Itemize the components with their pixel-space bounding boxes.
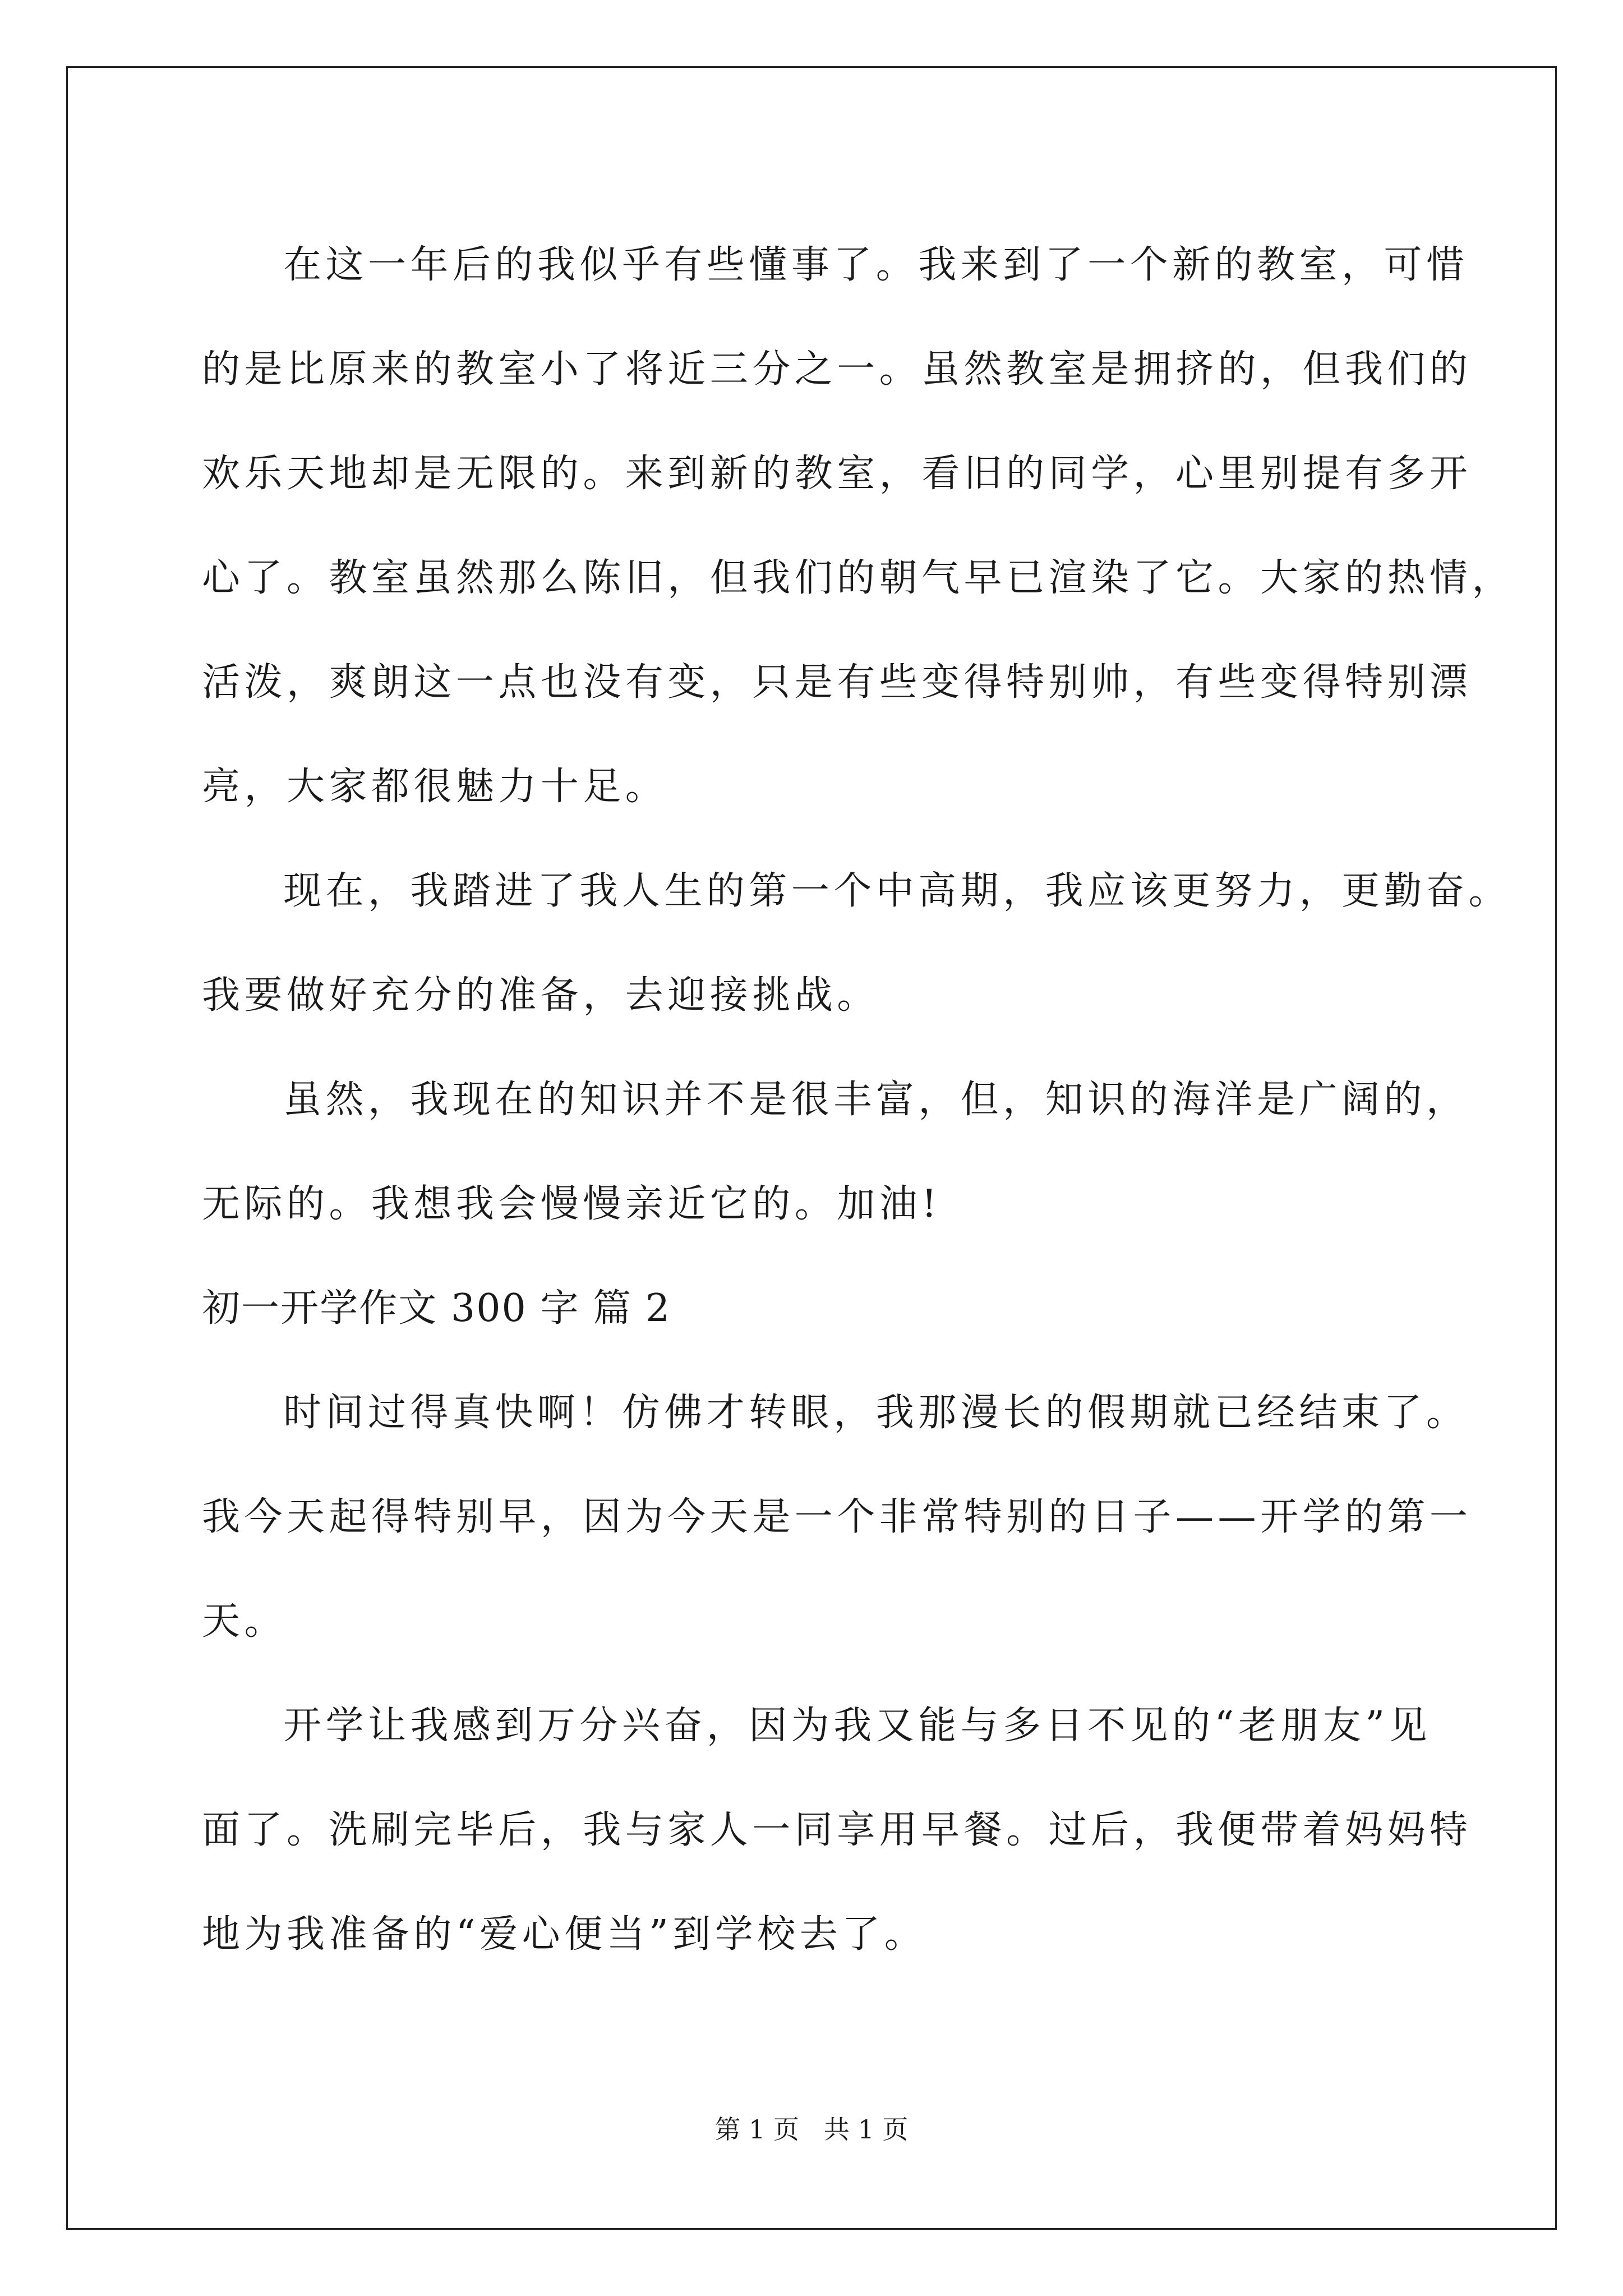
paragraph-3-line-2: 无际的。我想我会慢慢亲近它的。加油! <box>202 1182 941 1226</box>
paragraph-5-line-3: 地为我准备的“爱心便当”到学校去了。 <box>202 1912 927 1957</box>
paragraph-5-line-1: 开学让我感到万分兴奋，因为我又能与多日不见的“老朋友”见 <box>283 1704 1431 1748</box>
paragraph-2-line-1: 现在，我踏进了我人生的第一个中高期，我应该更努力，更勤奋。 <box>283 869 1511 913</box>
paragraph-5-line-2: 面了。洗刷完毕后，我与家人一同享用早餐。过后，我便带着妈妈特 <box>202 1808 1472 1852</box>
paragraph-3-line-1: 虽然，我现在的知识并不是很丰富，但，知识的海洋是广阔的， <box>283 1078 1469 1122</box>
paragraph-4-line-3: 天。 <box>202 1599 287 1644</box>
paragraph-1-line-2: 的是比原来的教室小了将近三分之一。虽然教室是拥挤的，但我们的 <box>202 347 1472 392</box>
paragraph-1-line-4: 心了。教室虽然那么陈旧，但我们的朝气早已渲染了它。大家的热情， <box>202 556 1514 600</box>
paragraph-4-line-1: 时间过得真快啊！仿佛才转眼，我那漫长的假期就已经结束了。 <box>283 1391 1469 1435</box>
page-footer: 第 1 页 共 1 页 <box>714 2114 909 2145</box>
paragraph-1-line-1: 在这一年后的我似乎有些懂事了。我来到了一个新的教室，可惜 <box>283 243 1469 287</box>
document-body <box>202 213 1514 1987</box>
paragraph-1-line-5: 活泼，爽朗这一点也没有变，只是有些变得特别帅，有些变得特别漂 <box>202 660 1472 705</box>
paragraph-1-line-6: 亮，大家都很魅力十足。 <box>202 765 668 809</box>
paragraph-2-line-2: 我要做好充分的准备，去迎接挑战。 <box>202 973 879 1018</box>
paragraph-1-line-3: 欢乐天地却是无限的。来到新的教室，看旧的同学，心里别提有多开 <box>202 452 1472 496</box>
section-heading: 初一开学作文 300 字 篇 2 <box>202 1286 671 1331</box>
paragraph-4-line-2: 我今天起得特别早，因为今天是一个非常特别的日子——开学的第一 <box>202 1495 1472 1539</box>
